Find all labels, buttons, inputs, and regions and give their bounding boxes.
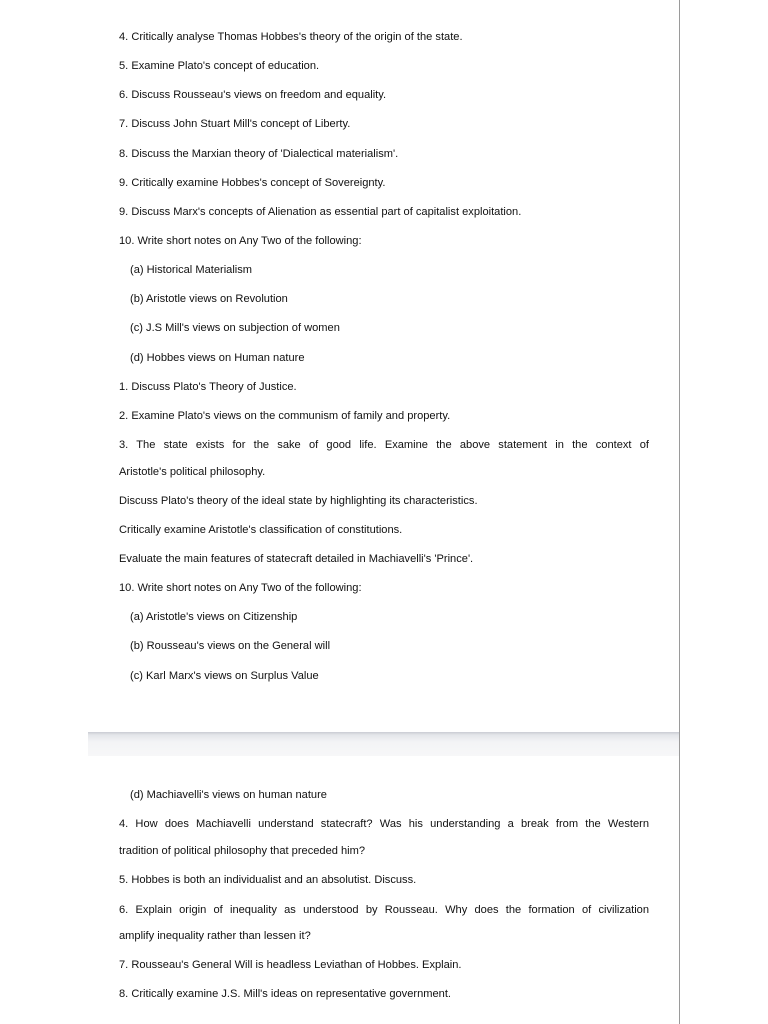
question-line: 6. Explain origin of inequality as understood by Rousseau. Why does the formation of civilization	[119, 904, 649, 916]
question-line: 7. Discuss John Stuart Mill's concept of Liberty.	[119, 118, 351, 130]
short-note-option: (b) Aristotle views on Revolution	[130, 293, 288, 305]
question-continuation: amplify inequality rather than lessen it?	[119, 930, 311, 942]
question-line: 8. Discuss the Marxian theory of 'Dialectical materialism'.	[119, 148, 399, 160]
short-note-option: (d) Machiavelli's views on human nature	[130, 789, 327, 801]
short-note-option: (c) J.S Mill's views on subjection of women	[130, 322, 340, 334]
short-notes-heading: 10. Write short notes on Any Two of the following:	[119, 582, 362, 594]
question-line: Discuss Plato's theory of the ideal state by highlighting its characteristics.	[119, 495, 478, 507]
question-line: Evaluate the main features of statecraft detailed in Machiavelli's 'Prince'.	[119, 553, 474, 565]
question-continuation: Aristotle's political philosophy.	[119, 466, 266, 478]
question-line: 2. Examine Plato's views on the communism of family and property.	[119, 410, 451, 422]
document-page-2	[0, 756, 679, 1024]
short-notes-heading: 10. Write short notes on Any Two of the following:	[119, 235, 362, 247]
short-note-option: (c) Karl Marx's views on Surplus Value	[130, 670, 319, 682]
question-line: 8. Critically examine J.S. Mill's ideas on representative government.	[119, 988, 451, 1000]
short-note-option: (a) Aristotle's views on Citizenship	[130, 611, 298, 623]
short-note-option: (b) Rousseau's views on the General will	[130, 640, 331, 652]
question-line: 9. Discuss Marx's concepts of Alienation as essential part of capitalist exploitation.	[119, 206, 522, 218]
question-line: Critically examine Aristotle's classification of constitutions.	[119, 524, 403, 536]
question-continuation: tradition of political philosophy that preceded him?	[119, 845, 366, 857]
question-line: 3. The state exists for the sake of good life. Examine the above statement in the context of	[119, 439, 649, 451]
page-separator	[88, 732, 679, 756]
question-line: 5. Hobbes is both an individualist and an absolutist. Discuss.	[119, 874, 417, 886]
page-right-edge	[679, 0, 680, 1024]
question-line: 4. How does Machiavelli understand statecraft? Was his understanding a break from the Western	[119, 818, 649, 830]
question-line: 5. Examine Plato's concept of education.	[119, 60, 320, 72]
question-line: 7. Rousseau's General Will is headless Leviathan of Hobbes. Explain.	[119, 959, 462, 971]
question-line: 4. Critically analyse Thomas Hobbes's theory of the origin of the state.	[119, 31, 463, 43]
question-line: 6. Discuss Rousseau's views on freedom and equality.	[119, 89, 387, 101]
question-line: 1. Discuss Plato's Theory of Justice.	[119, 381, 297, 393]
question-line: 9. Critically examine Hobbes's concept of Sovereignty.	[119, 177, 386, 189]
short-note-option: (a) Historical Materialism	[130, 264, 253, 276]
short-note-option: (d) Hobbes views on Human nature	[130, 352, 305, 364]
